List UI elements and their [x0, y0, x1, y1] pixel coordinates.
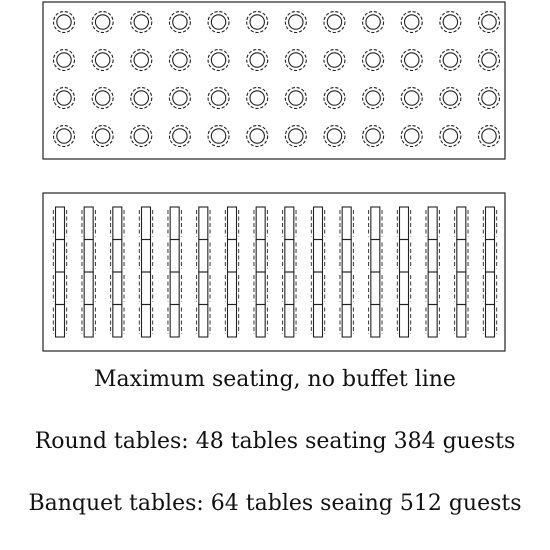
layout-title: Maximum seating, no buffet line	[94, 367, 456, 392]
round-tables-summary: Round tables: 48 tables seating 384 guests	[34, 429, 516, 454]
round-tables-room	[43, 2, 505, 159]
round-room-outline	[43, 2, 505, 159]
banquet-tables-room	[43, 193, 505, 351]
banquet-tables-summary: Banquet tables: 64 tables seaing 512 guests	[28, 491, 522, 516]
